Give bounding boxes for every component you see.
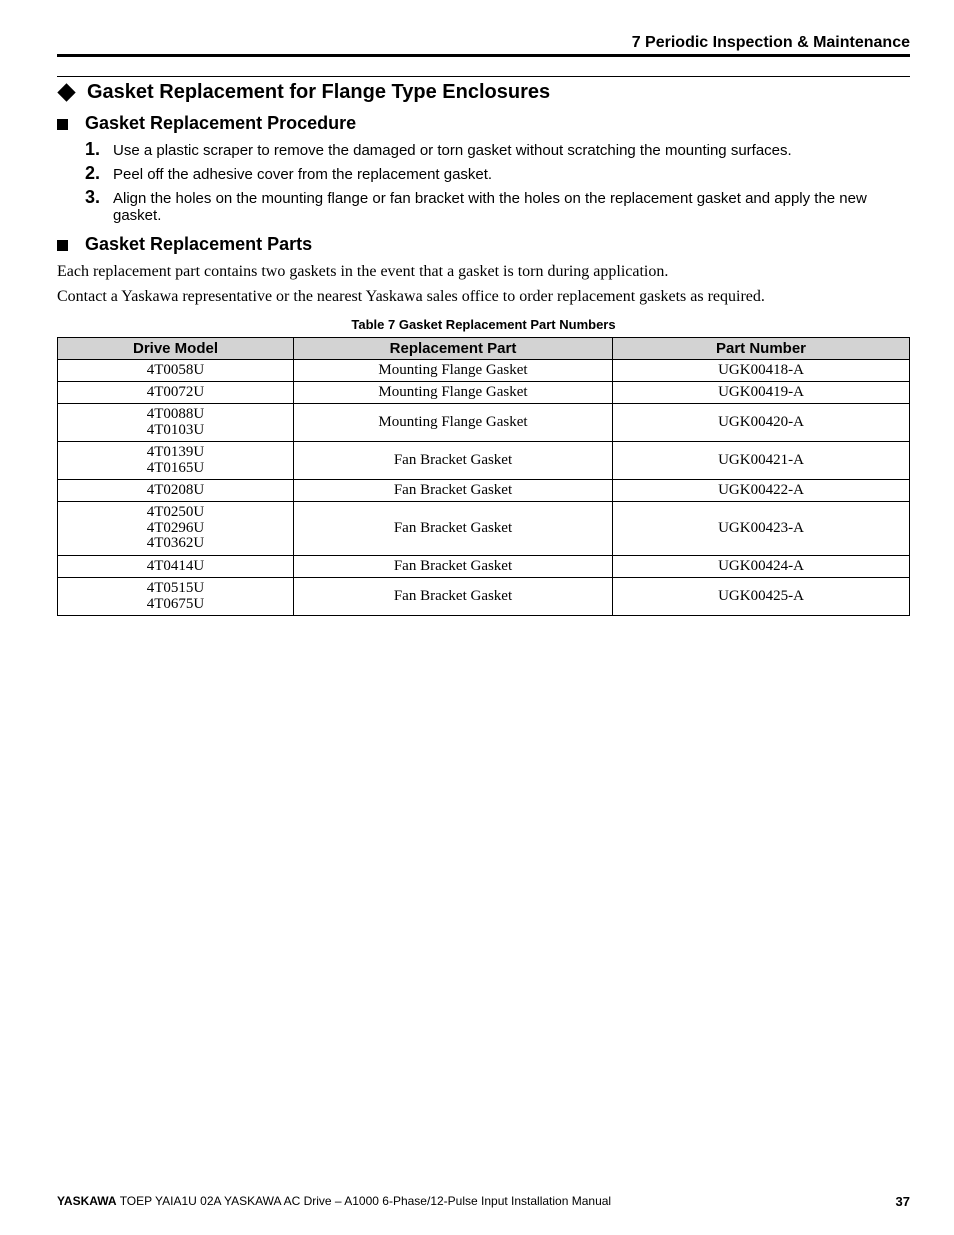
drive-model-cell — [58, 578, 294, 616]
procedure-heading-text: Gasket Replacement Procedure — [85, 113, 357, 133]
drive-model-cell — [58, 360, 294, 382]
square-bullet-icon — [57, 240, 68, 251]
square-bullet-icon — [57, 119, 68, 130]
table-row — [58, 502, 910, 556]
drive-model: 4T0296U — [146, 519, 205, 536]
part-number-cell: UGK00424-A — [613, 556, 910, 578]
part-number-cell: UGK00422-A — [613, 480, 910, 502]
drive-model: 4T0088U — [146, 406, 205, 422]
drive-model: 4T0515U — [146, 580, 205, 596]
part-number-cell: UGK00425-A — [613, 578, 910, 616]
procedure-step — [85, 164, 905, 183]
table-row — [58, 578, 910, 616]
drive-model: 4T0208U — [146, 481, 205, 498]
header-replacement-part: Replacement Part — [294, 338, 613, 360]
replacement-part-cell: Fan Bracket Gasket — [294, 556, 613, 578]
step-number: 3. — [85, 187, 101, 207]
drive-model-cell — [58, 556, 294, 578]
step-text: Use a plastic scraper to remove the damaged or torn gasket without scratching the mounting surfaces. — [113, 142, 792, 159]
table-row — [58, 480, 910, 502]
drive-model: 4T0414U — [146, 557, 205, 574]
drive-model-cell — [58, 502, 294, 556]
drive-model: 4T0103U — [146, 421, 205, 438]
drive-model-cell — [58, 404, 294, 442]
part-number-cell: UGK00418-A — [613, 360, 910, 382]
drive-model: 4T0362U — [146, 535, 205, 552]
replacement-part-cell: Mounting Flange Gasket — [294, 360, 613, 382]
procedure-steps — [85, 140, 905, 229]
replacement-part-cell: Mounting Flange Gasket — [294, 382, 613, 404]
table-row — [58, 360, 910, 382]
parts-heading-text: Gasket Replacement Parts — [85, 234, 313, 254]
replacement-part-cell: Mounting Flange Gasket — [294, 404, 613, 442]
drive-model-cell — [58, 480, 294, 502]
step-text: Align the holes on the mounting flange or fan bracket with the holes on the replacement gasket and apply the new gasket. — [113, 190, 867, 224]
part-number-cell: UGK00419-A — [613, 382, 910, 404]
replacement-part-cell: Fan Bracket Gasket — [294, 480, 613, 502]
gasket-parts-table — [57, 337, 910, 616]
parts-paragraph-1: Each replacement part contains two gaskets in the event that a gasket is torn during application. — [57, 263, 669, 280]
footer-brand: YASKAWA — [57, 1194, 117, 1208]
part-number-cell: UGK00421-A — [613, 442, 910, 480]
procedure-step — [85, 188, 905, 224]
drive-model-cell — [58, 382, 294, 404]
part-number-cell: UGK00420-A — [613, 404, 910, 442]
drive-model: 4T0072U — [146, 383, 205, 400]
header-drive-model: Drive Model — [58, 338, 294, 360]
drive-model: 4T0058U — [146, 361, 205, 378]
step-number: 2. — [85, 163, 101, 183]
table-row — [58, 404, 910, 442]
page-footer — [57, 1194, 611, 1208]
step-text: Peel off the adhesive cover from the replacement gasket. — [113, 166, 493, 183]
drive-model: 4T0250U — [146, 504, 205, 521]
table-header-row — [58, 338, 910, 360]
parts-heading — [57, 234, 312, 255]
drive-model: 4T0165U — [146, 459, 205, 476]
table-caption: Table 7 Gasket Replacement Part Numbers — [351, 317, 616, 332]
replacement-part-cell: Fan Bracket Gasket — [294, 442, 613, 480]
header-part-number: Part Number — [613, 338, 910, 360]
drive-model: 4T0675U — [146, 595, 205, 612]
table-row — [58, 442, 910, 480]
section-title: Gasket Replacement for Flange Type Enclosures — [87, 81, 551, 103]
header-rule-thin — [57, 76, 910, 77]
procedure-step — [85, 140, 905, 159]
drive-model: 4T0139U — [146, 444, 205, 460]
header-rule-thick — [57, 54, 910, 57]
section-heading — [57, 81, 550, 104]
part-number-cell: UGK00423-A — [613, 502, 910, 556]
step-number: 1. — [85, 139, 101, 159]
running-header: 7 Periodic Inspection & Maintenance — [631, 34, 910, 51]
replacement-part-cell: Fan Bracket Gasket — [294, 502, 613, 556]
page-number: 37 — [895, 1194, 910, 1209]
footer-text: TOEP YAIA1U 02A YASKAWA AC Drive – A1000 6-Phase/12-Pulse Input Installation Manual — [116, 1194, 612, 1208]
diamond-bullet-icon — [57, 83, 75, 101]
table-row — [58, 556, 910, 578]
drive-model-cell — [58, 442, 294, 480]
table-row — [58, 382, 910, 404]
parts-paragraph-2: Contact a Yaskawa representative or the nearest Yaskawa sales office to order replacement gaskets as required. — [57, 288, 765, 305]
procedure-heading — [57, 113, 356, 134]
replacement-part-cell: Fan Bracket Gasket — [294, 578, 613, 616]
